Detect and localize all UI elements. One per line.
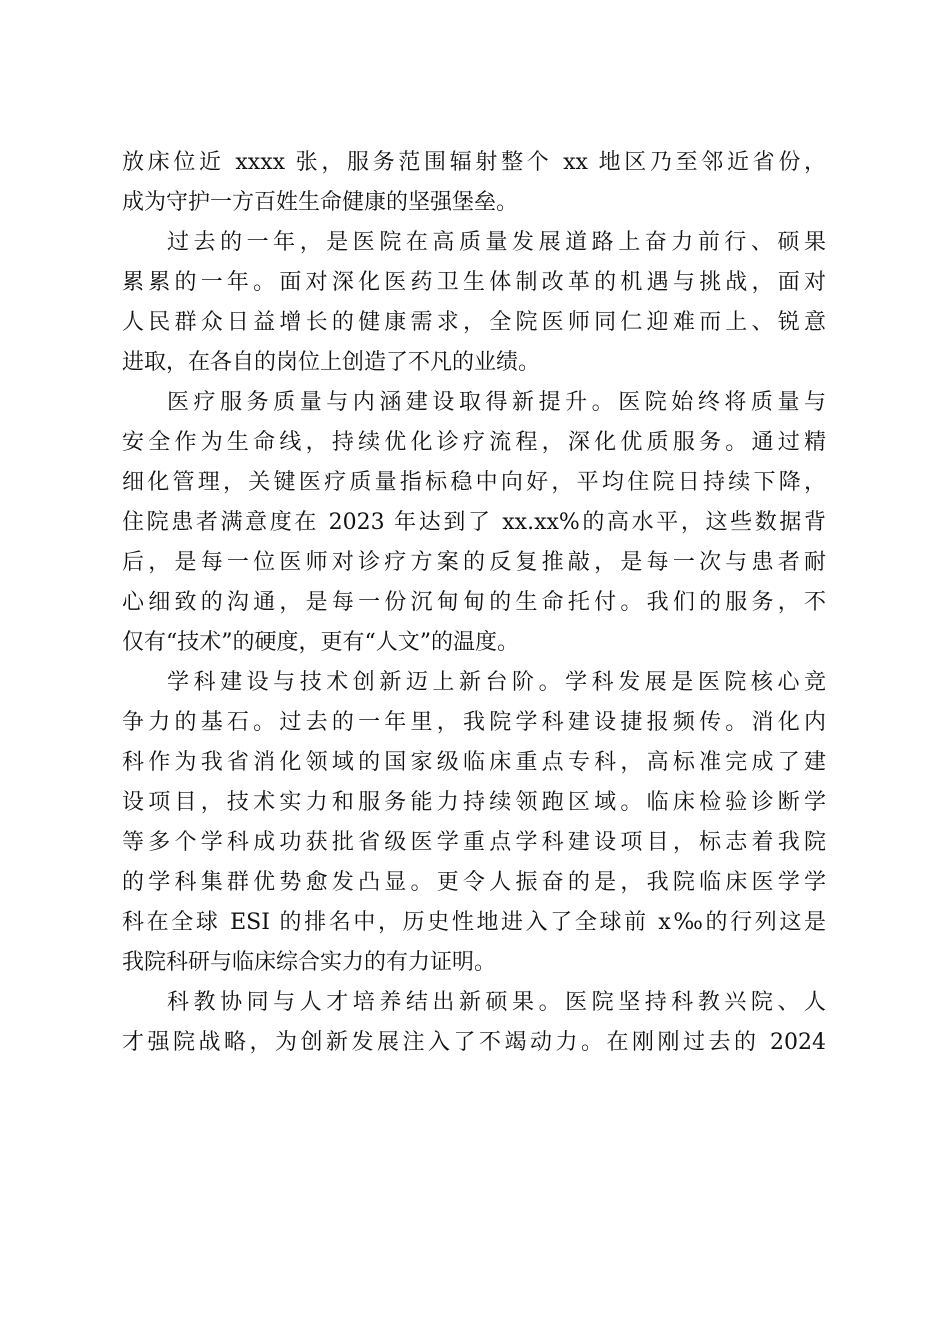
text-line: 我院科研与临床综合实力的有力证明。 (122, 950, 497, 975)
text-line: 才强院战略，为创新发展注入了不竭动力。在刚刚过去的 2024 (122, 1030, 826, 1055)
text-line: 进取，在各自的岗位上创造了不凡的业绩。 (122, 350, 541, 375)
paragraph-5 (122, 983, 826, 1063)
text-line: 设项目，技术实力和服务能力持续领跑区域。临床检验诊断学 (122, 790, 826, 815)
text-line: 过去的一年，是医院在高质量发展道路上奋力前行、硕果 (167, 230, 826, 255)
paragraph-4 (122, 663, 826, 983)
text-line: 细化管理，关键医疗质量指标稳中向好，平均住院日持续下降， (122, 470, 826, 495)
text-line: 人民群众日益增长的健康需求，全院医师同仁迎难而上、锐意 (122, 310, 826, 335)
document-body (122, 143, 826, 1063)
paragraph-1 (122, 143, 826, 223)
text-line: 累累的一年。面对深化医药卫生体制改革的机遇与挑战，面对 (122, 270, 826, 295)
text-line: 争力的基石。过去的一年里，我院学科建设捷报频传。消化内 (122, 710, 826, 735)
text-line: 科作为我省消化领域的国家级临床重点专科，高标准完成了建 (122, 750, 826, 775)
text-line: 等多个学科成功获批省级医学重点学科建设项目，标志着我院 (122, 830, 826, 855)
paragraph-3 (122, 383, 826, 663)
paragraph-2 (122, 223, 826, 383)
text-line: 科教协同与人才培养结出新硕果。医院坚持科教兴院、人 (167, 990, 826, 1015)
text-line: 科在全球 ESI 的排名中，历史性地进入了全球前 x‰的行列这是 (122, 910, 826, 935)
text-line: 放床位近 xxxx 张，服务范围辐射整个 xx 地区乃至邻近省份， (122, 150, 826, 175)
text-line: 仅有“技术”的硬度，更有“人文”的温度。 (122, 630, 519, 655)
text-line: 安全作为生命线，持续优化诊疗流程，深化优质服务。通过精 (122, 430, 826, 455)
text-line: 成为守护一方百姓生命健康的坚强堡垒。 (122, 190, 519, 215)
text-line: 医疗服务质量与内涵建设取得新提升。医院始终将质量与 (167, 390, 826, 415)
text-line: 住院患者满意度在 2023 年达到了 xx.xx%的高水平，这些数据背 (122, 510, 826, 535)
text-line: 后，是每一位医师对诊疗方案的反复推敲，是每一次与患者耐 (122, 550, 826, 575)
text-line: 的学科集群优势愈发凸显。更令人振奋的是，我院临床医学学 (122, 870, 826, 895)
text-line: 学科建设与技术创新迈上新台阶。学科发展是医院核心竞 (167, 670, 826, 695)
text-line: 心细致的沟通，是每一份沉甸甸的生命托付。我们的服务，不 (122, 590, 826, 615)
